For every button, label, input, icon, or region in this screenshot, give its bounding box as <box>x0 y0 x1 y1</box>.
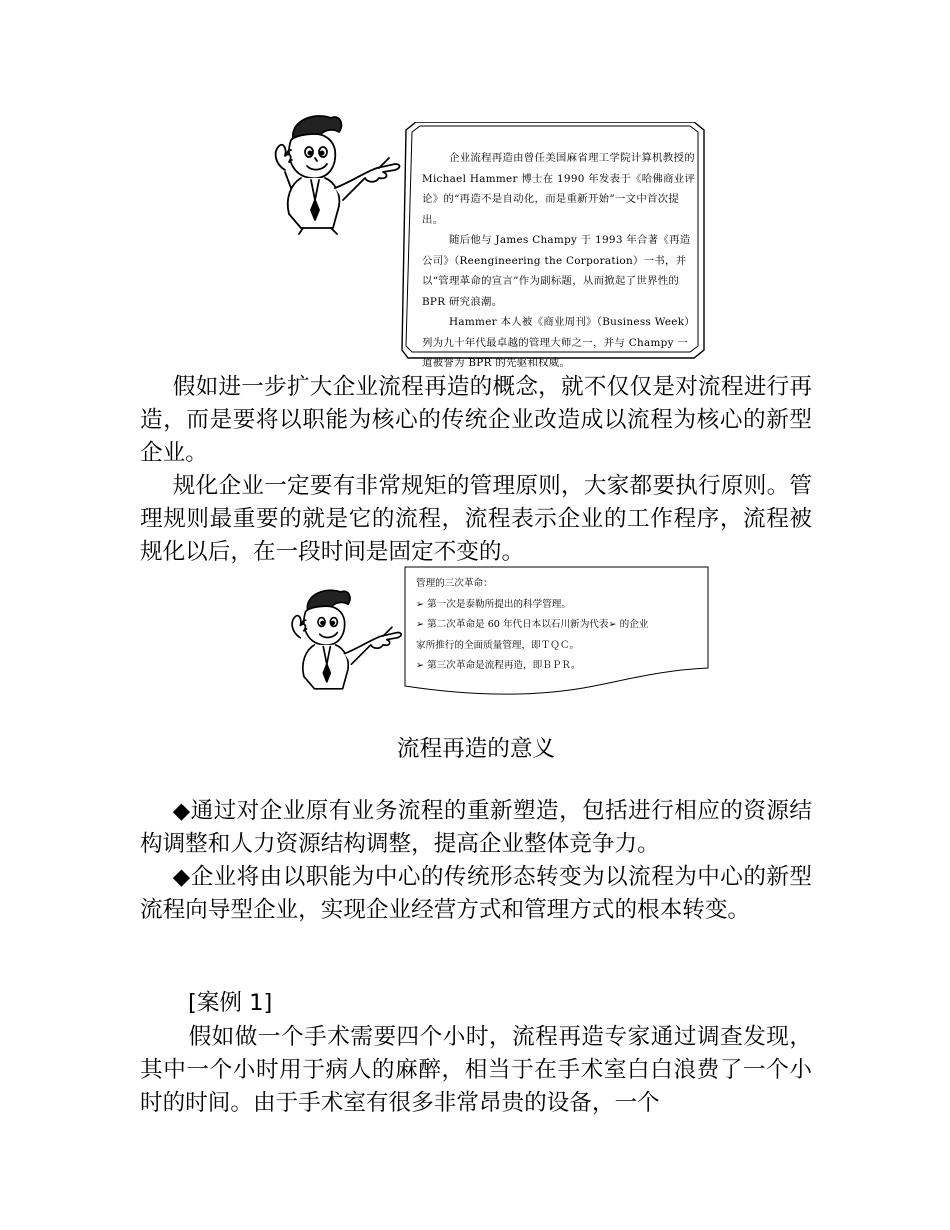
revolution-item-2: ➢ 第二次革命是 60 年代日本以石川新为代表➢ 的企业 <box>416 619 649 630</box>
paragraph-standardize-enterprise: 规化企业一定要有非常规矩的管理原则，大家都要执行原则。管理规则最重要的就是它的流程，流程表示企业的工作程序，流程被规化以后，在一段时间是固定不变的。 <box>140 473 812 565</box>
section-heading: 流程再造的意义 <box>396 736 556 762</box>
bullet-process-oriented: ◆企业将由以职能为中心的传统形态转变为以流程为中心的新型流程向导型企业，实现企业经营方式和管理方式的根本转变。 <box>140 864 812 923</box>
cartoon-presenter-image-2 <box>270 585 410 695</box>
revolution-item-3: ➢ 第三次革命是流程再造，即ＢＰＲ。 <box>416 660 581 671</box>
callout-bpr-paragraph-2: 随后他与 James Champy 于 1993 年合著《再造公司》（Reengineering the Corporation）一书，并以“管理革命的宣言”作为副标题，从而掀起了世界性的 BPR 研究浪潮。 <box>422 234 691 308</box>
callout-three-revolutions <box>404 566 710 700</box>
case-paragraph: 假如做一个手术需要四个小时，流程再造专家通过调查发现，其中一个小时用于病人的麻醉，相当于在手术室白白浪费了一个小时的时间。由于手术室有很多非常昂贵的设备，一个 <box>140 1024 812 1116</box>
bullet-reshape-process: ◆通过对企业原有业务流程的重新塑造，包括进行相应的资源结构调整和人力资源结构调整，提高企业整体竞争力。 <box>140 798 812 857</box>
cartoon-presenter-image <box>255 110 405 235</box>
revolution-item-1: ➢ 第一次是泰勒所提出的科学管理。 <box>416 598 571 610</box>
paragraph-expand-concept: 假如进一步扩大企业流程再造的概念，就不仅仅是对流程进行再造，而是要将以职能为核心的传统企业改造成以流程为核心的新型企业。 <box>140 374 812 466</box>
callout-bpr-paragraph-3: Hammer 本人被《商业周刊》（Business Week）列为九十年代最卓越的管理大师之一，并与 Champy 一道被誉为 BPR 的先驱和权威。 <box>422 316 696 369</box>
callout-bpr-paragraph-1: 企业流程再造由曾任美国麻省理工学院计算机教授的 Michael Hammer 博士在 1990 年发表于《哈佛商业评论》的“再造不是自动化，而是重新开始”一文中首次提出。 <box>422 152 696 226</box>
case-label: [案例 1] <box>188 990 273 1016</box>
callout-revolutions-title: 管理的三次革命： <box>416 578 493 589</box>
revolution-item-2-cont: 家所推行的全面质量管理，即ＴＱＣ。 <box>416 639 580 651</box>
callout-bpr-origin <box>398 122 708 369</box>
